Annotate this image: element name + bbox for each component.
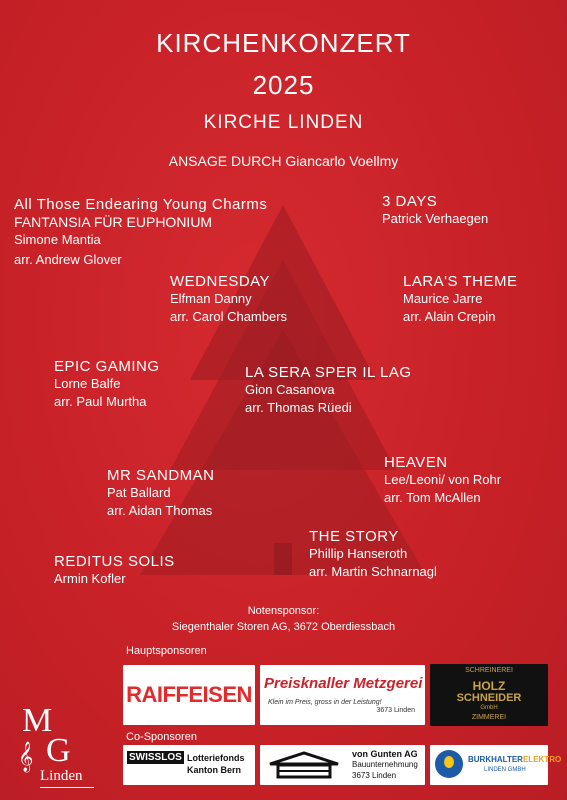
poster-venue: KIRCHE LINDEN — [203, 112, 364, 133]
piece-3-days — [382, 193, 488, 228]
metzgerei-slogan: Klein im Preis, gross in der Leistung! — [268, 699, 382, 706]
notensponsor-name: Siegenthaler Storen AG, 3672 Oberdiessbach — [171, 621, 396, 633]
raiffeisen-name: RAIFFEISEN — [126, 682, 252, 707]
holz-schneider-logo — [430, 664, 548, 726]
clef-icon: 𝄞 — [18, 742, 34, 771]
logo-place: Linden — [40, 768, 83, 784]
piece-line: arr. Aidan Thomas — [107, 503, 213, 518]
piece-title: 3 DAYS — [382, 193, 438, 210]
logo-m: M — [22, 702, 53, 739]
piece-title: THE STORY — [309, 528, 399, 545]
burkhalter-line1: LINDEN GMBH — [484, 767, 526, 773]
piece-wednesday — [170, 273, 287, 326]
swisslos-name: SWISSLOS — [129, 752, 182, 763]
logo-g: G — [46, 732, 71, 769]
piece-line: Patrick Verhaegen — [382, 211, 489, 226]
burkhalter-logo — [430, 745, 562, 785]
piece-the-story — [309, 528, 437, 581]
piece-line: arr. Paul Murtha — [54, 394, 147, 409]
piece-line: Lorne Balfe — [54, 376, 121, 391]
metzgerei-place: 3673 Linden — [376, 707, 415, 714]
piece-line: arr. Martin Schnarnagl — [309, 564, 437, 579]
vongunten-logo — [260, 745, 425, 785]
piece-line: arr. Alain Crepin — [403, 309, 496, 324]
cosponsoren-label: Co-Sponsoren — [126, 731, 197, 743]
piece-line: Gion Casanova — [245, 382, 335, 397]
holz-bottom: ZIMMEREI — [471, 714, 507, 721]
piece-line: arr. Carol Chambers — [170, 309, 288, 324]
piece-title: REDITUS SOLIS — [54, 553, 175, 570]
holz-name2: SCHNEIDER — [456, 692, 522, 704]
piece-line: Maurice Jarre — [403, 291, 483, 306]
vongunten-name: von Gunten AG — [352, 749, 418, 759]
house-icon — [266, 750, 342, 780]
piece-line: Armin Kofler — [54, 571, 126, 586]
piece-title: MR SANDMAN — [107, 467, 215, 484]
holz-gmbh: GmbH — [480, 705, 498, 711]
piece-title: HEAVEN — [384, 454, 448, 471]
piece-title: WEDNESDAY — [170, 273, 271, 290]
raiffeisen-logo — [123, 665, 255, 725]
piece-heaven — [384, 454, 501, 507]
piece-title: LA SERA SPER IL LAG — [245, 364, 412, 381]
piece-title: All Those Endearing Young Charms — [14, 196, 268, 213]
vongunten-line2: 3673 Linden — [352, 771, 397, 780]
swisslos-logo — [123, 745, 255, 785]
bulb-icon — [435, 750, 463, 778]
piece-line: FANTANSIA FÜR EUPHONIUM — [14, 214, 213, 230]
piece-line: Phillip Hanseroth — [309, 546, 408, 561]
holz-top: SCHREINEREI — [465, 667, 513, 674]
piece-line: Pat Ballard — [107, 485, 171, 500]
piece-laras-theme — [403, 273, 517, 326]
piece-line: Elfman Danny — [170, 291, 252, 306]
piece-line: arr. Andrew Glover — [14, 252, 122, 267]
piece-line: arr. Tom McAllen — [384, 490, 481, 505]
swisslos-line1: Lotteriefonds — [187, 753, 245, 763]
swisslos-line2: Kanton Bern — [187, 765, 241, 775]
piece-title: EPIC GAMING — [54, 358, 160, 375]
poster-title: KIRCHENKONZERT — [156, 28, 411, 58]
burkhalter-name2: ELEKTRO — [522, 755, 562, 764]
piece-line: Simone Mantia — [14, 232, 101, 247]
hauptsponsoren-label: Hauptsponsoren — [126, 645, 207, 657]
holz-name1: HOLZ — [472, 679, 506, 693]
piece-line: Lee/Leoni/ von Rohr — [384, 472, 502, 487]
piece-la-sera — [245, 364, 412, 417]
poster-year: 2025 — [252, 70, 315, 100]
metzgerei-name: Preisknaller Metzgerei — [264, 675, 423, 692]
burkhalter-name: BURKHALTER — [468, 755, 523, 764]
piece-mr-sandman — [107, 467, 215, 520]
piece-title: LARA'S THEME — [403, 273, 518, 290]
metzgerei-logo — [260, 665, 425, 725]
mg-linden-logo — [18, 702, 98, 788]
piece-epic-gaming — [54, 358, 160, 411]
piece-all-those-endearing — [14, 196, 267, 269]
notensponsor-label: Notensponsor: — [247, 605, 320, 617]
piece-line: arr. Thomas Rüedi — [245, 400, 352, 415]
piece-reditus-solis — [54, 553, 175, 588]
ansage-line: ANSAGE DURCH Giancarlo Voellmy — [168, 153, 399, 169]
vongunten-line1: Bauunternehmung — [352, 760, 418, 769]
